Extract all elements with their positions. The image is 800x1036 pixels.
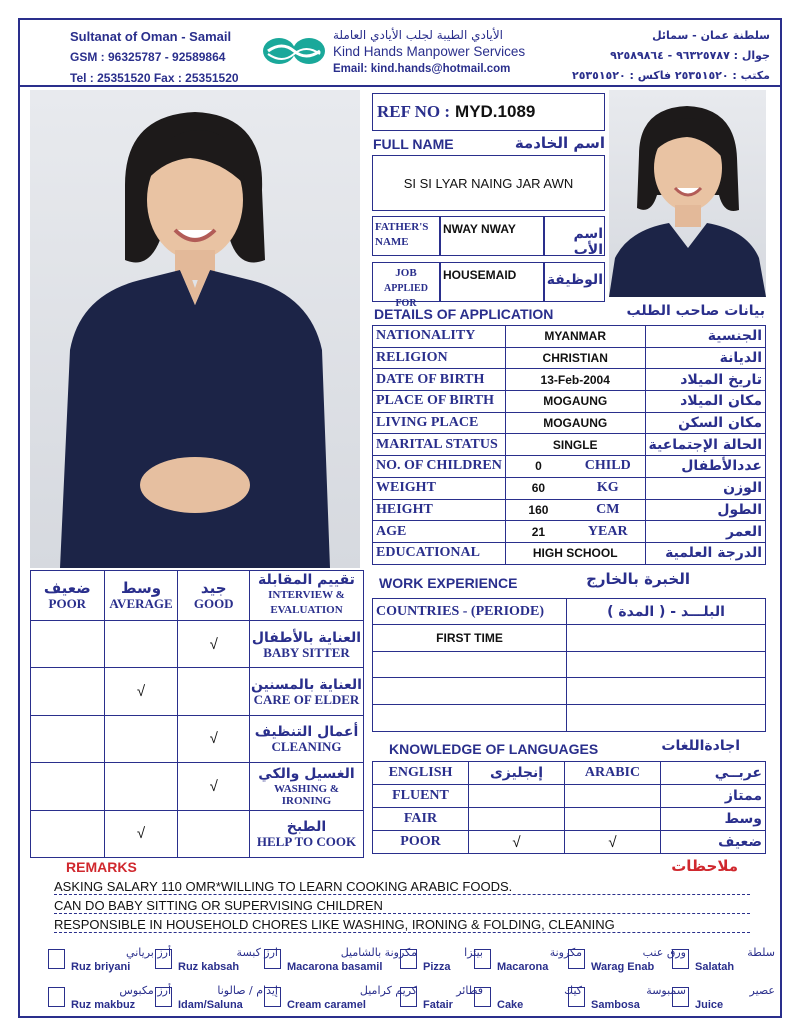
food-label-ar: مكرونة بالشاميل xyxy=(340,946,417,959)
father-label-line1: FATHER'S xyxy=(375,221,429,233)
details-label: EDUCATIONAL xyxy=(373,542,506,564)
details-value: 160 xyxy=(505,499,571,521)
details-label-ar: تاريخ الميلاد xyxy=(645,369,765,391)
food-label xyxy=(695,946,775,974)
details-value: 60 xyxy=(505,477,571,499)
interview-check-average[interactable] xyxy=(104,763,178,810)
food-label-ar: أرز برياني xyxy=(126,946,171,959)
food-label-ar: إيدام / صالونا xyxy=(217,984,278,997)
interview-skill-en: WASHING & IRONING xyxy=(273,782,340,807)
header-left-line3: Tel : 25351520 Fax : 25351520 xyxy=(70,71,239,85)
languages-row xyxy=(373,785,766,808)
food-label-en: Sambosa xyxy=(591,999,640,1011)
father-name-label xyxy=(375,220,428,250)
interview-header-ar: جيد xyxy=(200,578,227,597)
interview-check-good[interactable] xyxy=(178,668,250,715)
details-label: NO. OF CHILDREN xyxy=(373,456,506,478)
work-row xyxy=(373,678,766,705)
languages-title-ar: اجادةاللغات xyxy=(661,738,740,754)
header-right xyxy=(530,26,770,86)
interview-check-average[interactable] xyxy=(104,621,178,668)
food-label-ar: فطائر xyxy=(456,984,483,997)
interview-check-good[interactable] xyxy=(178,810,250,857)
interview-header-cell xyxy=(104,571,178,621)
languages-title: KNOWLEDGE OF LANGUAGES xyxy=(389,741,599,757)
languages-header-english_ar: إنجليزى xyxy=(469,762,565,785)
languages-level-ar: ممتاز xyxy=(661,785,766,808)
food-label-ar: كيك xyxy=(564,984,582,997)
food-checkbox[interactable] xyxy=(568,949,585,969)
interview-check-poor[interactable] xyxy=(31,715,105,762)
food-label-en: Ruz kabsah xyxy=(178,961,240,973)
details-value: 21 xyxy=(505,521,571,543)
interview-skill-en: CLEANING xyxy=(271,739,342,755)
ref-no-label: REF NO : xyxy=(377,102,451,121)
food-checkbox[interactable] xyxy=(155,949,172,969)
details-label-ar: مكان السكن xyxy=(645,412,765,434)
food-option[interactable] xyxy=(264,946,417,974)
details-value: HIGH SCHOOL xyxy=(505,542,645,564)
company-email: Email: kind.hands@hotmail.com xyxy=(333,63,511,75)
company-logo xyxy=(262,36,326,71)
interview-check-poor[interactable] xyxy=(31,763,105,810)
handshake-logo-icon xyxy=(262,36,326,66)
details-row xyxy=(373,412,766,434)
food-option[interactable] xyxy=(400,984,483,1012)
header-divider xyxy=(18,85,782,87)
interview-row xyxy=(31,715,364,762)
employer-data-ar: بيانات صاحب الطلب xyxy=(626,303,765,319)
food-label-en: Juice xyxy=(695,999,724,1011)
food-checkbox[interactable] xyxy=(400,987,417,1007)
languages-level: POOR xyxy=(373,831,469,854)
food-label-en: Idam/Saluna xyxy=(178,999,243,1011)
food-label xyxy=(287,984,417,1012)
father-name-value: NWAY NWAY xyxy=(443,222,516,236)
food-label-en: Ruz briyani xyxy=(71,961,131,973)
languages-check-english[interactable]: √ xyxy=(469,831,565,854)
header-right-line1: سلطنة عمان - سمائل xyxy=(652,29,770,42)
header-left-line2: GSM : 96325787 - 92589864 xyxy=(70,50,226,64)
details-label: HEIGHT xyxy=(373,499,506,521)
details-row xyxy=(373,542,766,564)
food-checkbox[interactable] xyxy=(48,949,65,969)
details-label: DATE OF BIRTH xyxy=(373,369,506,391)
food-checkbox[interactable] xyxy=(474,987,491,1007)
food-label-ar: كريم كراميل xyxy=(359,984,417,997)
languages-header-english: ENGLISH xyxy=(373,762,469,785)
details-value: MYANMAR xyxy=(505,326,645,348)
food-option[interactable] xyxy=(474,946,582,974)
food-checkbox[interactable] xyxy=(568,987,585,1007)
languages-level-ar: وسط xyxy=(661,808,766,831)
job-label-line1: JOB xyxy=(395,267,417,279)
interview-header-ar: تقييم المقابلة xyxy=(258,572,355,588)
interview-skill-en: HELP TO COOK xyxy=(256,834,357,850)
details-label: WEIGHT xyxy=(373,477,506,499)
remark-line-2: CAN DO BABY SITTING OR SUPERVISING CHILDREN xyxy=(54,898,750,914)
food-checkbox[interactable] xyxy=(155,987,172,1007)
details-label-ar: الوزن xyxy=(645,477,765,499)
food-label-en: Warag Enab xyxy=(591,961,655,973)
details-row xyxy=(373,326,766,348)
company-name-ar: الأيادي الطيبة لجلب الأيادي العاملة xyxy=(333,28,504,42)
interview-header-ar: ضعيف xyxy=(43,578,91,597)
work-row xyxy=(373,651,766,678)
languages-header-row xyxy=(373,762,766,785)
header-right-line2: جوال : ٩٦٣٢٥٧٨٧ - ٩٢٥٨٩٨٦٤ xyxy=(610,49,770,62)
languages-table xyxy=(372,761,766,854)
interview-header-cell xyxy=(31,571,105,621)
remark-line-3: RESPONSIBLE IN HOUSEHOLD CHORES LIKE WASHING, IRONING & FOLDING, CLEANING xyxy=(54,917,750,933)
interview-check-good[interactable]: √ xyxy=(178,763,250,810)
food-label-ar: أرز مكبوس xyxy=(119,984,171,997)
languages-row xyxy=(373,808,766,831)
details-label-ar: الحالة الإجتماعية xyxy=(645,434,765,456)
details-label: LIVING PLACE xyxy=(373,412,506,434)
languages-row xyxy=(373,831,766,854)
company-name-block xyxy=(333,28,533,75)
details-label-ar: الدرجة العلمية xyxy=(645,542,765,564)
food-label-ar: بيتزا xyxy=(464,946,483,959)
interview-check-poor[interactable] xyxy=(31,668,105,715)
work-country: FIRST TIME xyxy=(373,625,567,652)
food-label-ar: ورق عنب xyxy=(642,946,686,959)
details-label-ar: مكان الميلاد xyxy=(645,391,765,413)
interview-skill xyxy=(249,810,363,857)
interview-skill-ar: الطبخ xyxy=(286,819,327,836)
languages-header-arabic: ARABIC xyxy=(565,762,661,785)
interview-row xyxy=(31,763,364,810)
food-checkbox[interactable] xyxy=(672,949,689,969)
details-label: MARITAL STATUS xyxy=(373,434,506,456)
food-label-en: Macarona xyxy=(497,961,549,973)
work-country xyxy=(373,705,567,732)
food-option[interactable] xyxy=(155,984,278,1012)
work-period xyxy=(567,705,766,732)
footer-divider xyxy=(18,1016,782,1018)
details-table xyxy=(372,325,766,565)
father-label-line2: NAME xyxy=(375,236,409,248)
interview-header-en: GOOD xyxy=(193,595,234,611)
header-left xyxy=(70,26,239,89)
languages-check-arabic[interactable]: √ xyxy=(565,831,661,854)
details-label: RELIGION xyxy=(373,347,506,369)
full-name-label: FULL NAME xyxy=(373,136,454,152)
details-value: MOGAUNG xyxy=(505,412,645,434)
work-period xyxy=(567,651,766,678)
food-label xyxy=(695,984,775,1012)
languages-check-english[interactable] xyxy=(469,785,565,808)
details-label: NATIONALITY xyxy=(373,326,506,348)
interview-header-en: INTERVIEW & EVALUATION xyxy=(268,589,345,616)
interview-skill-en: CARE OF ELDER xyxy=(253,692,360,708)
food-label-ar: سلطة xyxy=(747,946,775,959)
details-label-ar: عددالأطفال xyxy=(645,456,765,478)
candidate-photo-large xyxy=(30,90,360,568)
work-period xyxy=(567,678,766,705)
full-name-box xyxy=(372,155,605,211)
food-option[interactable] xyxy=(48,984,171,1012)
interview-check-average[interactable] xyxy=(104,715,178,762)
food-option[interactable] xyxy=(672,984,775,1012)
details-row xyxy=(373,477,766,499)
food-label-en: Fatair xyxy=(423,999,453,1011)
food-label-en: Salatah xyxy=(695,961,735,973)
candidate-photo-small xyxy=(609,90,766,297)
job-value: HOUSEMAID xyxy=(443,268,517,282)
father-name-box xyxy=(372,216,605,256)
food-checkbox[interactable] xyxy=(48,987,65,1007)
details-row xyxy=(373,499,766,521)
interview-skill-en: BABY SITTER xyxy=(263,644,350,660)
work-header-row xyxy=(373,599,766,625)
work-experience-title-ar: الخبرة بالخارج xyxy=(586,570,690,588)
work-col-ar: البلـــد - ( المدة ) xyxy=(567,599,766,625)
food-checkbox[interactable] xyxy=(264,949,281,969)
job-label xyxy=(373,266,439,311)
languages-level: FAIR xyxy=(373,808,469,831)
food-label-ar: ارز كبسة xyxy=(236,946,278,959)
details-row xyxy=(373,521,766,543)
work-experience-title: WORK EXPERIENCE xyxy=(379,575,518,591)
details-value: 0 xyxy=(505,456,571,478)
details-row xyxy=(373,434,766,456)
job-box xyxy=(372,262,605,309)
full-name-label-ar: اسم الخادمة xyxy=(514,134,605,152)
details-title: DETAILS OF APPLICATION xyxy=(374,306,554,322)
interview-skill xyxy=(249,621,363,668)
interview-table xyxy=(30,570,364,858)
interview-skill xyxy=(249,715,363,762)
interview-check-average[interactable]: √ xyxy=(104,668,178,715)
food-option[interactable] xyxy=(474,984,582,1012)
interview-header-cell xyxy=(178,571,250,621)
food-label xyxy=(287,946,417,974)
food-label-ar: مكرونة xyxy=(549,946,582,959)
interview-check-good[interactable]: √ xyxy=(178,621,250,668)
interview-check-good[interactable]: √ xyxy=(178,715,250,762)
remark-line-1: ASKING SALARY 110 OMR*WILLING TO LEARN COOKING ARABIC FOODS. xyxy=(54,879,750,895)
details-label-ar: الجنسية xyxy=(645,326,765,348)
languages-level-ar: ضعيف xyxy=(661,831,766,854)
interview-check-poor[interactable] xyxy=(31,810,105,857)
ref-no-box xyxy=(372,93,605,131)
languages-check-english[interactable] xyxy=(469,808,565,831)
job-divider xyxy=(439,263,441,301)
interview-check-poor[interactable] xyxy=(31,621,105,668)
remarks-label: REMARKS xyxy=(66,859,137,875)
food-label xyxy=(178,946,278,974)
full-name-value: SI SI LYAR NAING JAR AWN xyxy=(403,175,574,191)
company-name-en: Kind Hands Manpower Services xyxy=(333,44,526,59)
details-label-ar: العمر xyxy=(645,521,765,543)
job-label-line2: APPLIED FOR xyxy=(384,283,428,309)
job-label-ar: الوظيفة xyxy=(546,272,603,288)
interview-header-en: POOR xyxy=(48,595,87,611)
food-option[interactable] xyxy=(400,946,483,974)
details-row xyxy=(373,391,766,413)
languages-check-arabic[interactable] xyxy=(565,808,661,831)
details-label-ar: الطول xyxy=(645,499,765,521)
father-divider xyxy=(439,217,441,255)
languages-level: FLUENT xyxy=(373,785,469,808)
details-label: AGE xyxy=(373,521,506,543)
details-unit: KG xyxy=(571,477,645,499)
interview-row xyxy=(31,810,364,857)
food-checkbox[interactable] xyxy=(474,949,491,969)
interview-skill xyxy=(249,763,363,810)
food-option[interactable] xyxy=(672,946,775,974)
interview-header-cell xyxy=(249,571,363,621)
details-label: PLACE OF BIRTH xyxy=(373,391,506,413)
header-right-line3: مكتب : ٢٥٣٥١٥٢٠ فاكس : ٢٥٣٥١٥٢٠ xyxy=(571,69,770,82)
food-option[interactable] xyxy=(568,984,686,1012)
interview-check-average[interactable]: √ xyxy=(104,810,178,857)
details-label-ar: الديانة xyxy=(645,347,765,369)
remarks-label-ar: ملاحظات xyxy=(671,857,738,875)
work-period xyxy=(567,625,766,652)
work-col-en: COUNTRIES - (PERIODE) xyxy=(373,599,567,625)
food-label xyxy=(178,984,278,1012)
interview-row xyxy=(31,668,364,715)
interview-skill-ar: العناية بالمسنين xyxy=(250,677,362,694)
interview-skill-ar: الغسيل والكي xyxy=(258,765,355,782)
work-experience-table xyxy=(372,598,766,732)
food-label-en: Macarona basamil xyxy=(287,961,383,973)
food-option[interactable] xyxy=(48,946,171,974)
work-country xyxy=(373,678,567,705)
languages-header-arabic_ar: عربــي xyxy=(661,762,766,785)
father-label-ar: اسم الأب xyxy=(573,226,603,258)
food-option[interactable] xyxy=(155,946,278,974)
details-unit: CM xyxy=(571,499,645,521)
details-unit: YEAR xyxy=(571,521,645,543)
food-label-en: Cake xyxy=(497,999,524,1011)
details-unit: CHILD xyxy=(571,456,645,478)
details-value: CHRISTIAN xyxy=(505,347,645,369)
header-left-line1: Sultanat of Oman - Samail xyxy=(70,29,232,44)
details-value: 13-Feb-2004 xyxy=(505,369,645,391)
food-checkbox[interactable] xyxy=(264,987,281,1007)
interview-skill-ar: العناية بالأطفال xyxy=(251,629,362,646)
food-checkbox[interactable] xyxy=(400,949,417,969)
details-row xyxy=(373,369,766,391)
languages-check-arabic[interactable] xyxy=(565,785,661,808)
interview-header-row xyxy=(31,571,364,621)
details-row xyxy=(373,347,766,369)
interview-skill xyxy=(249,668,363,715)
food-checkbox[interactable] xyxy=(672,987,689,1007)
work-row xyxy=(373,625,766,652)
ref-no-value: MYD.1089 xyxy=(455,102,536,121)
food-label-ar: عصير xyxy=(749,984,775,997)
food-label-ar: سمبوسة xyxy=(646,984,686,997)
interview-skill-ar: أعمال التنظيف xyxy=(254,724,359,741)
interview-row xyxy=(31,621,364,668)
interview-header-ar: وسط xyxy=(120,578,162,597)
details-value: MOGAUNG xyxy=(505,391,645,413)
work-country xyxy=(373,651,567,678)
work-row xyxy=(373,705,766,732)
details-value: SINGLE xyxy=(505,434,645,456)
food-option[interactable] xyxy=(568,946,686,974)
food-label-en: Cream caramel xyxy=(287,999,366,1011)
food-label-en: Pizza xyxy=(423,961,451,973)
food-label-en: Ruz makbuz xyxy=(71,999,136,1011)
food-option[interactable] xyxy=(264,984,417,1012)
details-row xyxy=(373,456,766,478)
interview-header-en: AVERAGE xyxy=(109,595,173,611)
